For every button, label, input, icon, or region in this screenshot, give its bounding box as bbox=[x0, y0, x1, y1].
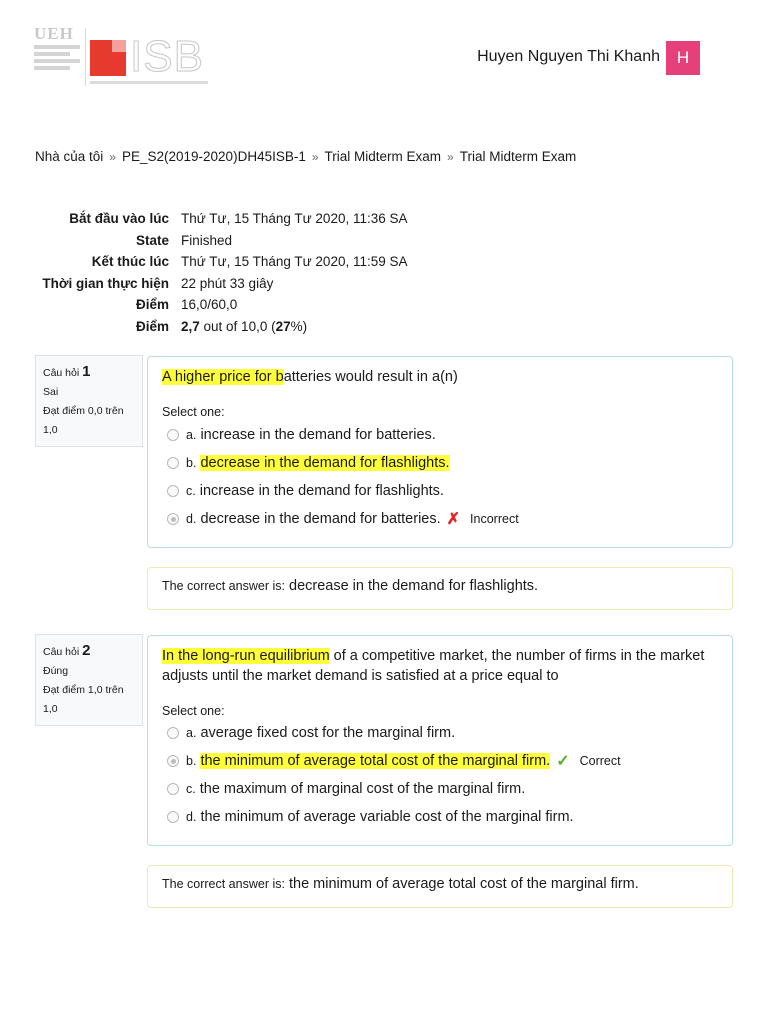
logo-line bbox=[34, 59, 80, 63]
question-mark: Đạt điểm 0,0 trên 1,0 bbox=[43, 405, 124, 436]
radio-button[interactable] bbox=[167, 429, 179, 441]
logo-line bbox=[34, 45, 80, 49]
page-header bbox=[0, 0, 768, 110]
correct-answer-label: The correct answer is: bbox=[162, 579, 285, 593]
question-content bbox=[147, 356, 733, 548]
summary-row-grade bbox=[35, 316, 408, 338]
question-number-value: 2 bbox=[82, 642, 91, 659]
answer-letter: b. bbox=[186, 456, 197, 470]
summary-value: 22 phút 33 giây bbox=[181, 275, 274, 291]
radio-button-selected[interactable] bbox=[167, 513, 179, 525]
answer-option[interactable] bbox=[167, 747, 718, 775]
grade-score: 2,7 bbox=[181, 318, 200, 334]
ueh-logo-text: UEH bbox=[34, 24, 74, 43]
answer-list bbox=[162, 421, 718, 533]
answer-text: decrease in the demand for batteries. bbox=[200, 511, 441, 527]
answer-option[interactable] bbox=[167, 775, 718, 803]
question-status: Sai bbox=[43, 386, 59, 398]
summary-row-started bbox=[35, 208, 408, 230]
isb-logo-text: ISB bbox=[130, 32, 204, 81]
answer-letter: c. bbox=[186, 782, 196, 796]
isb-logo-mark bbox=[90, 40, 126, 76]
question-mark: Đạt điểm 1,0 trên 1,0 bbox=[43, 684, 124, 715]
answer-text: increase in the demand for flashlights. bbox=[199, 483, 444, 499]
answer-text: the minimum of average total cost of the marginal firm. bbox=[200, 753, 551, 769]
summary-row-completed bbox=[35, 251, 408, 273]
answer-letter: b. bbox=[186, 754, 197, 768]
breadcrumb-section[interactable]: Trial Midterm Exam bbox=[324, 149, 442, 164]
summary-value: Thứ Tư, 15 Tháng Tư 2020, 11:59 SA bbox=[181, 254, 408, 270]
answer-list bbox=[162, 719, 718, 831]
question-number-label: Câu hỏi bbox=[43, 646, 80, 658]
question-number-value: 1 bbox=[82, 363, 91, 380]
cross-icon: ✗ bbox=[446, 511, 461, 528]
question-text bbox=[162, 646, 718, 686]
correct-answer-label: The correct answer is: bbox=[162, 877, 285, 891]
attempt-summary bbox=[35, 208, 408, 337]
correct-answer-text: decrease in the demand for flashlights. bbox=[289, 578, 539, 594]
answer-option[interactable] bbox=[167, 449, 718, 477]
summary-row-marks bbox=[35, 294, 408, 316]
question-content bbox=[147, 635, 733, 846]
chevron-right-icon: » bbox=[447, 149, 454, 164]
question-status: Đúng bbox=[43, 665, 69, 677]
answer-letter: c. bbox=[186, 484, 196, 498]
answer-letter: a. bbox=[186, 726, 197, 740]
summary-value bbox=[181, 319, 307, 334]
grade-end: %) bbox=[290, 318, 308, 334]
radio-button[interactable] bbox=[167, 457, 179, 469]
breadcrumb bbox=[35, 149, 576, 164]
chevron-right-icon: » bbox=[109, 149, 116, 164]
summary-value: Finished bbox=[181, 232, 233, 248]
question-number bbox=[43, 641, 135, 662]
answer-option[interactable] bbox=[167, 803, 718, 831]
answer-text: the maximum of marginal cost of the marginal firm. bbox=[199, 781, 526, 797]
isb-logo-subtitle bbox=[90, 81, 208, 84]
select-one-label: Select one: bbox=[162, 405, 225, 419]
isb-logo[interactable] bbox=[90, 32, 210, 90]
answer-option[interactable] bbox=[167, 719, 718, 747]
summary-row-time bbox=[35, 273, 408, 295]
summary-label: Thời gian thực hiện bbox=[42, 275, 169, 291]
question-text-rest: atteries would result in a(n) bbox=[283, 369, 458, 385]
answer-text: increase in the demand for batteries. bbox=[200, 427, 436, 443]
summary-row-state bbox=[35, 230, 408, 252]
radio-button[interactable] bbox=[167, 811, 179, 823]
radio-button[interactable] bbox=[167, 485, 179, 497]
question-info bbox=[35, 634, 143, 726]
logo-divider bbox=[85, 28, 86, 86]
question-text-rest: of a competitive market, the number of firms in the market adjusts until the market demand is satisfied at a price equal to bbox=[162, 648, 705, 684]
grade-outof: out of 10,0 ( bbox=[199, 318, 276, 334]
logo-line bbox=[34, 52, 70, 56]
summary-value: Thứ Tư, 15 Tháng Tư 2020, 11:36 SA bbox=[181, 211, 408, 227]
checkmark-icon: ✓ bbox=[556, 753, 570, 770]
summary-label: Điểm bbox=[135, 318, 169, 334]
user-name[interactable]: Huyen Nguyen Thi Khanh bbox=[477, 48, 660, 65]
summary-label: State bbox=[135, 232, 169, 248]
ueh-logo[interactable] bbox=[34, 25, 84, 85]
select-one-label: Select one: bbox=[162, 704, 225, 718]
summary-label: Kết thúc lúc bbox=[91, 254, 169, 270]
summary-label: Bắt đầu vào lúc bbox=[69, 211, 169, 227]
feedback-text: Incorrect bbox=[470, 512, 519, 526]
breadcrumb-home[interactable]: Nhà của tôi bbox=[35, 149, 104, 164]
radio-button[interactable] bbox=[167, 783, 179, 795]
summary-value: 16,0/60,0 bbox=[181, 297, 238, 313]
highlighted-text: A higher price for b bbox=[162, 369, 284, 385]
grade-percent: 27 bbox=[275, 318, 291, 334]
answer-text: decrease in the demand for flashlights. bbox=[200, 455, 450, 471]
correct-answer-text: the minimum of average total cost of the marginal firm. bbox=[289, 876, 639, 892]
breadcrumb-quiz[interactable]: Trial Midterm Exam bbox=[459, 149, 577, 164]
answer-letter: a. bbox=[186, 428, 197, 442]
highlighted-text: In the long-run equilibrium bbox=[162, 648, 330, 664]
question-info bbox=[35, 355, 143, 447]
answer-letter: d. bbox=[186, 810, 197, 824]
radio-button-selected[interactable] bbox=[167, 755, 179, 767]
breadcrumb-course[interactable]: PE_S2(2019-2020)DH45ISB-1 bbox=[121, 149, 306, 164]
answer-text: the minimum of average variable cost of the marginal firm. bbox=[200, 809, 574, 825]
answer-option[interactable] bbox=[167, 505, 718, 533]
chevron-right-icon: » bbox=[311, 149, 319, 164]
logo-line bbox=[34, 66, 70, 70]
correct-answer-feedback bbox=[147, 865, 733, 908]
question-number-label: Câu hỏi bbox=[43, 367, 80, 379]
question-number bbox=[43, 362, 135, 383]
answer-letter: d. bbox=[186, 512, 197, 526]
radio-button[interactable] bbox=[167, 727, 179, 739]
question-text bbox=[162, 367, 718, 387]
feedback-text: Correct bbox=[579, 754, 621, 768]
correct-answer-feedback bbox=[147, 567, 733, 610]
summary-label: Điểm bbox=[135, 297, 169, 313]
answer-option[interactable] bbox=[167, 421, 718, 449]
user-avatar[interactable]: H bbox=[666, 41, 700, 75]
answer-option[interactable] bbox=[167, 477, 718, 505]
answer-text: average fixed cost for the marginal firm. bbox=[200, 725, 456, 741]
